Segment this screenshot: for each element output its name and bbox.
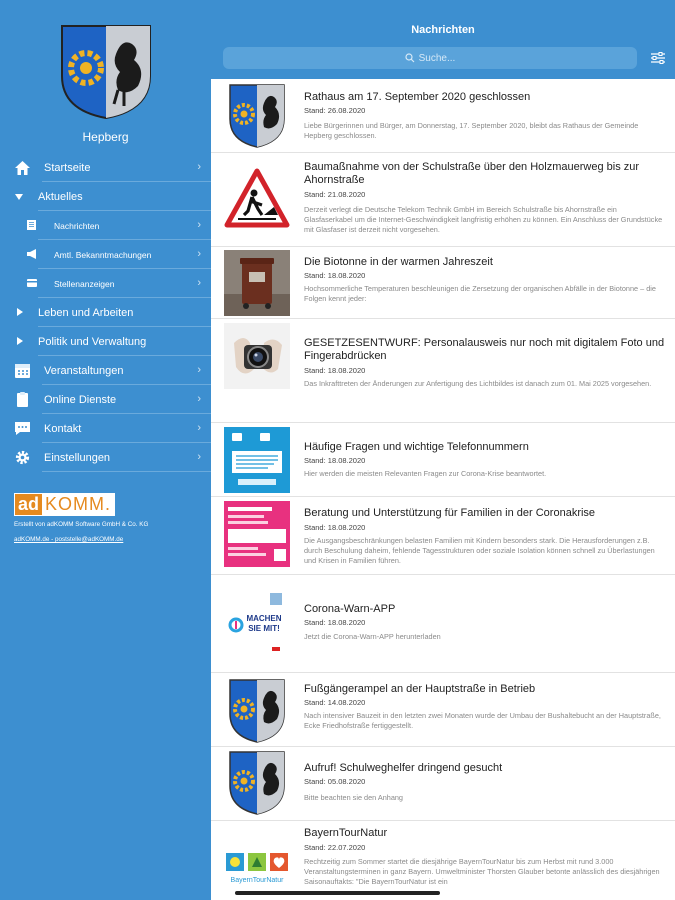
news-thumbnail (224, 843, 290, 889)
news-teaser: Das Inkrafttreten der Änderungen zur Anfertigung des Lichtbildes ist danach zum 01. Mai 2025 vorgesehen. (304, 379, 652, 388)
news-date: Stand: 21.08.2020 (304, 190, 366, 199)
sidebar-item-label: Einstellungen (44, 452, 111, 464)
news-title: Rathaus am 17. September 2020 geschlossen (304, 91, 531, 103)
town-name: Hepberg (82, 130, 129, 144)
warnapp-text-2: SIE MIT! (248, 624, 280, 633)
sidebar-item-stellenanzeigen[interactable] (0, 269, 211, 298)
news-date: Stand: 18.08.2020 (304, 271, 366, 280)
news-thumbnail (224, 165, 290, 231)
news-title: Corona-Warn-APP (304, 603, 396, 615)
chevron-right-icon: › (197, 364, 201, 376)
home-icon (14, 159, 31, 176)
sidebar-item-label: Leben und Arbeiten (38, 307, 134, 319)
news-thumbnail (224, 501, 290, 567)
news-row[interactable] (211, 247, 675, 319)
search-placeholder: Suche... (418, 52, 456, 64)
news-title: Häufige Fragen und wichtige Telefonnummern (304, 441, 529, 453)
news-icon (26, 219, 38, 231)
divider (42, 471, 211, 472)
news-date: Stand: 05.08.2020 (304, 777, 366, 786)
sidebar-item-politik-und-verwaltung[interactable] (0, 327, 211, 356)
news-teaser: Hier werden die meisten Relevanten Fragen zur Corona-Krise beantwortet. (304, 469, 547, 478)
news-row[interactable] (211, 153, 675, 247)
chevron-right-icon: › (197, 219, 201, 231)
sidebar-item-label: Online Dienste (44, 394, 117, 406)
news-date: Stand: 26.08.2020 (304, 106, 366, 115)
news-teaser: Bitte beachten sie den Anhang (304, 793, 403, 802)
news-row[interactable] (211, 673, 675, 747)
triangle-right-icon (17, 308, 23, 316)
chevron-right-icon: › (197, 161, 201, 173)
sidebar-item-online-dienste[interactable] (0, 385, 211, 414)
news-thumbnail (224, 591, 290, 657)
sidebar-item-startseite[interactable] (0, 153, 211, 182)
adkomm-logo[interactable] (14, 493, 115, 516)
news-teaser: Rechtzeitig zum Sommer startet die diesjährige BayernTourNatur bis zum Herbst mit rund 3.000 Veranstaltungsterminen in ganz Bayern. Umweltminister Thorsten Glauber betonte anlässlich des diesjährigen Saisonauftakts: "Die BayernTourNatur ist ein (304, 857, 660, 886)
hepberg-crest-logo (60, 24, 152, 120)
news-thumbnail (224, 250, 290, 316)
sidebar-item-label: Aktuelles (38, 191, 83, 203)
sidebar-item-label: Politik und Verwaltung (38, 336, 147, 348)
sidebar-item-kontakt[interactable] (0, 414, 211, 443)
news-teaser: Die Ausgangsbeschränkungen belasten Familien mit Kindern besonders stark. Die Herausforderungen z.B. durch Beschulung daheim, fehlende Tagesstrukturen oder soziale Isolation können schnell zu Überlastungen und Krisen in Familien führen. (304, 536, 655, 565)
bayerntournatur-logo-text: BayernTourNatur (230, 877, 284, 884)
logo-komm: KOMM. (42, 494, 114, 515)
sidebar-item-leben-und-arbeiten[interactable] (0, 298, 211, 327)
sidebar-item-veranstaltungen[interactable] (0, 356, 211, 385)
news-row[interactable] (211, 497, 675, 575)
news-title: Aufruf! Schulweghelfer dringend gesucht (304, 762, 503, 774)
gear-icon (14, 449, 31, 466)
filter-icon[interactable] (650, 51, 666, 65)
news-title: Baumaßnahme von der Schulstraße über den Holzmauerweg bis zur Ahornstraße (304, 161, 640, 186)
chat-icon (14, 420, 31, 437)
sidebar-item-amtl-bekanntmachungen[interactable] (0, 240, 211, 269)
news-title: Beratung und Unterstützung für Familien in der Coronakrise (304, 507, 596, 519)
news-teaser: Liebe Bürgerinnen und Bürger, am Donnerstag, 17. September 2020, bleibt das Rathaus der Gemeinde Hepberg geschlossen. (304, 121, 639, 140)
credit-links[interactable]: adKOMM.de - poststelle@adKOMM.de (14, 536, 124, 543)
chevron-right-icon: › (197, 422, 201, 434)
news-row[interactable] (211, 319, 675, 423)
sidebar-item-nachrichten[interactable] (0, 211, 211, 240)
sidebar-menu (0, 153, 211, 472)
news-thumbnail (224, 678, 290, 744)
news-thumbnail (224, 83, 290, 149)
megaphone-icon (26, 248, 38, 260)
news-date: Stand: 14.08.2020 (304, 698, 366, 707)
sidebar (0, 0, 211, 900)
credit-text: Erstellt von adKOMM Software GmbH & Co. KG (14, 521, 149, 528)
news-title: BayernTourNatur (304, 827, 388, 839)
news-teaser: Jetzt die Corona-Warn-APP herunterladen (304, 632, 441, 641)
search-input[interactable] (223, 47, 637, 69)
news-row[interactable] (211, 821, 675, 889)
sidebar-item-einstellungen[interactable] (0, 443, 211, 472)
warnapp-text-1: MACHEN (246, 614, 282, 623)
news-row[interactable] (211, 575, 675, 673)
chevron-right-icon: › (197, 277, 201, 289)
news-teaser: Nach intensiver Bauzeit in den letzten zwei Monaten wurde der Umbau der Bushaltebucht an der Hauptstraße, Ecke Friedhofstraße fertiggestellt. (304, 711, 661, 730)
triangle-down-icon (15, 194, 23, 200)
sidebar-item-label: Stellenanzeigen (54, 279, 115, 289)
news-thumbnail (224, 427, 290, 493)
chevron-right-icon: › (197, 393, 201, 405)
search-icon (405, 53, 415, 63)
news-row[interactable] (211, 423, 675, 497)
sidebar-item-label: Startseite (44, 162, 91, 174)
sidebar-item-aktuelles[interactable] (0, 182, 211, 211)
news-list (211, 79, 675, 889)
sidebar-item-label: Kontakt (44, 423, 82, 435)
news-date: Stand: 18.08.2020 (304, 456, 366, 465)
triangle-right-icon (17, 337, 23, 345)
news-date: Stand: 18.08.2020 (304, 366, 366, 375)
page-title: Nachrichten (411, 24, 475, 36)
chevron-right-icon: › (197, 451, 201, 463)
clipboard-icon (14, 391, 31, 408)
news-teaser: Derzeit verlegt die Deutsche Telekom Technik GmbH im Bereich Schulstraße bis Ahornstraße ein Glasfaserkabel um die Internet-Geschwindigkeit langfristig erhöhen zu können. Ein Anschluss der Grundstücke mit Glasfaser ist derzeit nicht vorgesehen. (304, 205, 663, 234)
news-date: Stand: 22.07.2020 (304, 843, 366, 852)
news-title: Die Biotonne in der warmen Jahreszeit (304, 256, 493, 268)
news-thumbnail (224, 750, 290, 816)
sidebar-item-label: Veranstaltungen (44, 365, 124, 377)
logo-ad: ad (15, 494, 42, 515)
home-indicator[interactable] (235, 891, 440, 895)
news-title: GESETZESENTWURF: Personalausweis nur noch mit digitalem Foto und Fingerabdrücken (304, 337, 665, 362)
news-teaser: Hochsommerliche Temperaturen beschleunigen die Zersetzung der organischen Abfälle in der Biotonne – die Folgen kennt jeder: (304, 284, 656, 303)
sidebar-item-label: Amtl. Bekanntmachungen (54, 250, 152, 260)
news-thumbnail (224, 323, 290, 389)
news-title: Fußgängerampel an der Hauptstraße in Betrieb (304, 683, 536, 695)
news-date: Stand: 18.08.2020 (304, 523, 366, 532)
chevron-right-icon: › (197, 248, 201, 260)
card-icon (26, 277, 38, 289)
news-row[interactable] (211, 79, 675, 153)
news-row[interactable] (211, 747, 675, 821)
calendar-icon (14, 362, 31, 379)
news-date: Stand: 18.08.2020 (304, 618, 366, 627)
sidebar-item-label: Nachrichten (54, 221, 100, 231)
